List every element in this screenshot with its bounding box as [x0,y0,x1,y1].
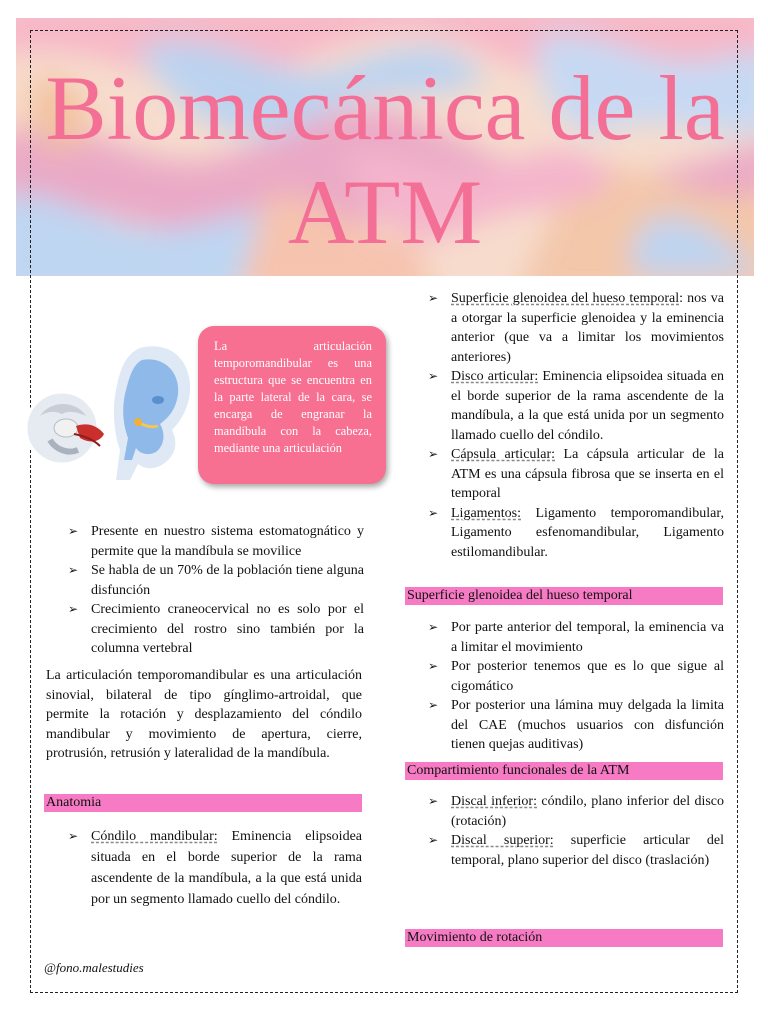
arrowhead-bullet-icon: ➢ [68,563,79,577]
intro-callout [198,326,386,484]
arrowhead-bullet-icon: ➢ [428,505,439,520]
left-bullet-list [46,522,364,659]
arrowhead-bullet-icon: ➢ [428,620,439,634]
list-item: ➢ Cóndilo mandibular: Eminencia elipsoidea situada en el borde superior de la rama ascendente de la mandíbula, a la que está unida por un segmento llamado cuello del cóndilo. [46,826,362,910]
arrowhead-bullet-icon: ➢ [428,447,439,461]
list-item: ➢ Disco articular: Eminencia elipsoidea situada en el borde superior de la rama ascendente de la mandíbula, a la que está unida por un segmento llamado cuello del cóndilo. [428,369,724,443]
arrowhead-bullet-icon: ➢ [428,291,439,305]
atm-definition-paragraph [46,666,362,764]
list-item: ➢ Por parte anterior del temporal, la eminencia va a limitar el movimiento [428,620,724,655]
arrowhead-bullet-icon: ➢ [68,602,79,616]
compartimiento-list [406,792,724,870]
section-heading-superficie: Superficie glenoidea del hueso temporal [405,587,723,605]
right-anatomy-list [406,289,724,562]
section-heading-compartimiento: Compartimiento funcionales de la ATM [405,762,723,780]
arrowhead-bullet-icon: ➢ [428,369,439,383]
intro-callout-text: La articulación temporomandibular es una estructura que se encuentra en la parte lateral de la cara, se encarga de engranar la mandíbula con la cabeza, mediante una articulación [214,339,372,455]
paragraph-text: La articulación temporomandibular es una articulación sinovial, bilateral de tipo gínglimo-artroidal, que permite la rotación y desplazamiento del cóndilo mandibular y movimiento de apertura, cierre, protrusión, retrusión y lateralidad de la mandíbula. [46,668,362,761]
arrowhead-bullet-icon: ➢ [428,833,439,847]
list-item: ➢ Por posterior una lámina muy delgada la limita del CAE (muchos usuarios con disfunción tienen quejas auditivas) [428,698,724,752]
list-item: ➢ Superficie glenoidea del hueso temporal: nos va a otorgar la superficie glenoidea y la eminencia anterior (que va a limitar los movimientos anteriores) [428,291,724,365]
superficie-list [406,618,724,755]
list-item: ➢ Ligamentos: Ligamento temporomandibular, Ligamento esfenomandibular, Ligamento estilomandibular. [428,505,724,560]
section-heading-anatomia: Anatomia [44,794,362,812]
tmj-illustration [20,330,210,490]
section-heading-movimiento: Movimiento de rotación [405,929,723,947]
arrowhead-bullet-icon: ➢ [68,829,79,843]
arrowhead-bullet-icon: ➢ [428,698,439,712]
arrowhead-bullet-icon: ➢ [428,659,439,673]
list-item: ➢ Presente en nuestro sistema estomatognático y permite que la mandíbula se movilice [68,524,364,559]
anatomia-list [46,826,362,910]
list-item: ➢ Crecimiento craneocervical no es solo por el crecimiento del rostro sino también por la columna vertebral [68,602,364,656]
arrowhead-bullet-icon: ➢ [428,794,439,808]
list-item: ➢ Cápsula articular: La cápsula articular de la ATM es una cápsula fibrosa que se inserta en el temporal [428,447,724,501]
arrowhead-bullet-icon: ➢ [68,524,79,538]
list-item: ➢ Por posterior tenemos que es lo que sigue al cigomático [428,659,724,694]
page-title: Biomecánica de la ATM [45,57,725,263]
title-banner [16,18,754,276]
author-handle: @fono.malestudies [44,960,144,975]
list-item: ➢ Se habla de un 70% de la población tiene alguna disfunción [68,563,364,598]
list-item: ➢ Discal superior: superficie articular del temporal, plano superior del disco (traslación) [428,833,725,868]
list-item: ➢ Discal inferior: cóndilo, plano inferior del disco (rotación) [428,794,725,829]
